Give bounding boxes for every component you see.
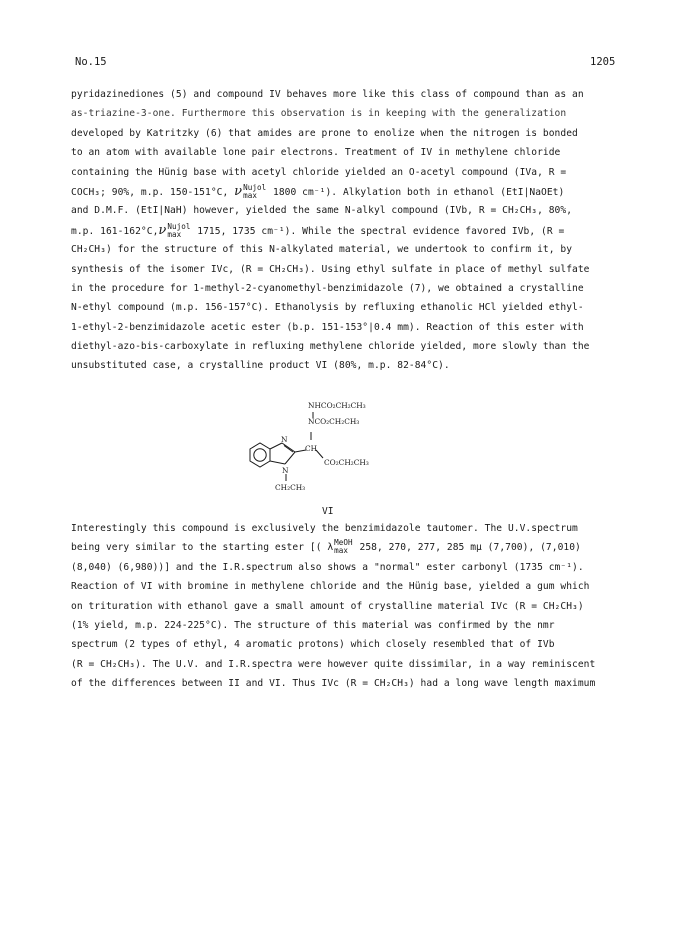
text-line: synthesis of the isomer IVc, (R = CH₂CH₃). Using ethyl sulfate in place of methyl sulfate [71,263,590,275]
text-segment: being very similar to the starting ester [( λ [71,542,334,554]
label-n-ethyl: CH₂CH₃ [275,483,306,492]
text-segment: 1800 cm⁻¹). Alkylation both in ethanol (EtI|NaOEt) [267,186,565,198]
superscript: MeOH [334,538,353,548]
label-nco2et: NCO₂CH₂CH₃ [308,417,360,426]
journal-number: No.15 [75,56,107,68]
text-line-uv [71,538,627,557]
text-line: pyridazinediones (5) and compound IV behaves more like this class of compound than as an [71,89,584,100]
label-nhco2et: NHCO₂CH₂CH₃ [308,401,366,410]
label-ch: CH [305,444,318,453]
page-number: 1205 [590,56,616,68]
text-line: (1% yield, m.p. 224-225°C). The structure of this material was confirmed by the nmr [71,619,555,631]
text-line: (R = CH₂CH₃). The U.V. and I.R.spectra were however quite dissimilar, in a way reminiscent [71,658,596,670]
text-segment: 1715, 1735 cm⁻¹). While the spectral evidence favored IVb, (R = [191,225,565,237]
text-line: of the differences between II and VI. Thus IVc (R = CH₂CH₃) had a long wave length maximum [71,678,596,690]
bond [282,443,295,452]
label-ester: CO₂CH₂CH₃ [324,458,369,467]
text-segment: 258, 270, 277, 285 mμ (7,700), (7,010) [353,542,581,554]
bond-double [284,446,293,453]
superscript: Nujol [243,182,267,192]
text-line: unsubstituted case, a crystalline product VI (80%, m.p. 82-84°C). [71,360,450,372]
subscript: max [243,190,257,200]
text-line-ir [71,221,627,240]
text-line: in the procedure for 1-methyl-2-cyanomethyl-benzimidazole (7), we obtained a crystalline [71,282,584,294]
bond [270,461,285,464]
text-line: developed by Katritzky (6) that amides are prone to enolize when the nitrogen is bonded [71,127,578,139]
text-line: 1-ethyl-2-benzimidazole acetic ester (b.p. 151-153°|0.4 mm). Reaction of this ester with [71,321,584,333]
paragraph-1 [71,85,627,376]
aromatic-circle [254,449,266,461]
text-line: on trituration with ethanol gave a small amount of crystalline material IVc (R = CH₂CH₃) [71,600,584,612]
text-line: to an atom with available lone pair electrons. Treatment of IV in methylene chloride [71,147,561,159]
text-line: and D.M.F. (EtI|NaH) however, yielded the same N-alkyl compound (IVb, R = CH₂CH₃, 80%, [71,205,573,217]
text-line-ir [71,182,627,201]
text-line: N-ethyl compound (m.p. 156-157°C). Ethanolysis by refluxing ethanolic HCl yielded ethyl- [71,302,584,314]
text-segment: COCH₃; 90%, m.p. 150-151°C, [71,186,235,198]
paragraph-2 [71,519,627,694]
text-segment: m.p. 161-162°C, [71,225,159,237]
text-line: diethyl-azo-bis-carboxylate in refluxing methylene chloride yielded, more slowly than the [71,341,590,353]
text-line: CH₂CH₃) for the structure of this N-alkylated material, we undertook to confirm it, by [71,244,573,256]
nu-symbol: ν [234,183,243,199]
text-line: (8,040) (6,980))] and the I.R.spectrum also shows a "normal" ester carbonyl (1735 cm⁻¹). [71,561,584,573]
benzene-ring [250,443,270,467]
structure-caption: VI [322,506,334,517]
nu-symbol: ν [158,222,167,238]
subscript: max [167,229,182,239]
label-n1: N [282,466,289,475]
text-line: Reaction of VI with bromine in methylene chloride and the Hünig base, yielded a gum which [71,581,590,593]
text-line: containing the Hünig base with acetyl chloride yielded an O-acetyl compound (IVa, R = [71,166,567,178]
text-line: Interestingly this compound is exclusively the benzimidazole tautomer. The U.V.spectrum [71,523,578,534]
chemical-structure-vi [220,394,460,506]
label-n3: N [281,435,288,444]
text-line: as-triazine-3-one. Furthermore this observation is in keeping with the generalization [71,108,567,120]
bond [285,452,295,464]
superscript: Nujol [167,221,191,231]
subscript: max [334,546,349,556]
text-line: spectrum (2 types of ethyl, 4 aromatic protons) which closely resembled that of IVb [71,639,555,651]
